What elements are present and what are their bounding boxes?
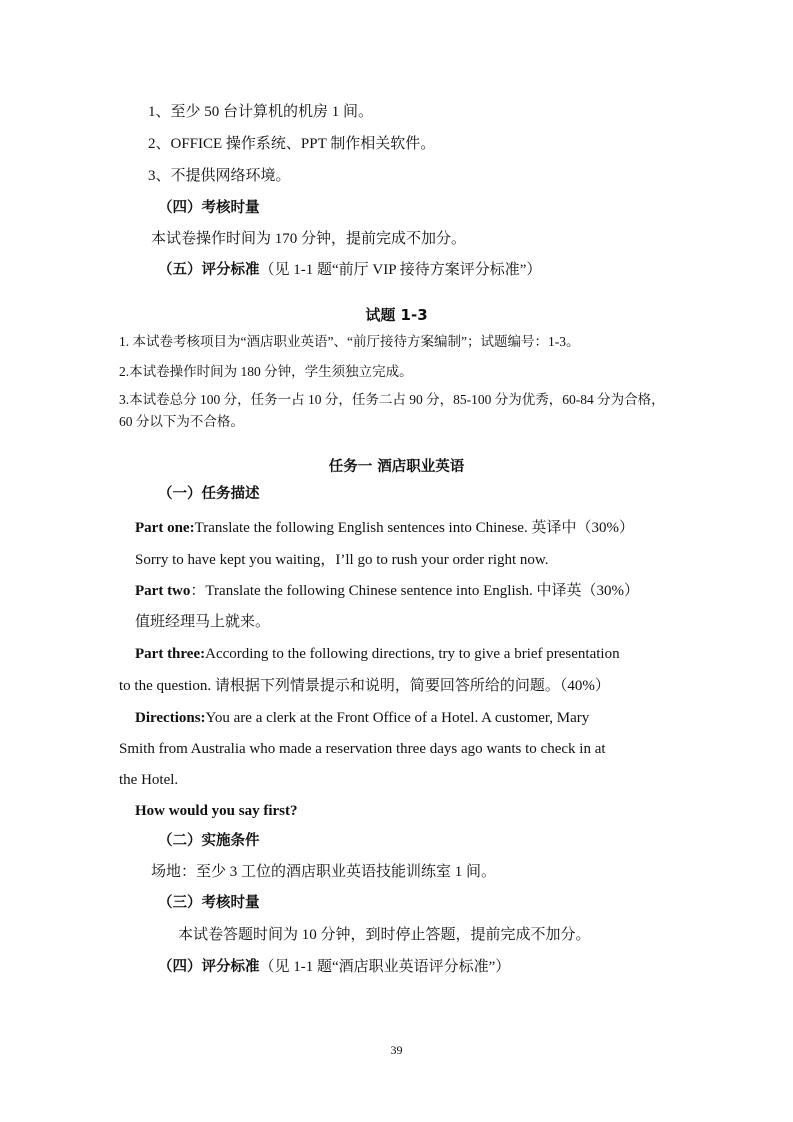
page-number: 39 [390, 1043, 403, 1057]
part-two-cn: 中译英（30%） [532, 583, 639, 599]
task-description-heading: （一）任务描述 [158, 486, 260, 502]
directions-label: Directions: [135, 710, 206, 726]
part-three-instruction: According to the following directions, try to give a brief presentation [205, 646, 620, 662]
section-scoring-note: （见 1-1 题“前厅 VIP 接待方案评分标准”） [259, 262, 542, 278]
exam-instruction-3b: 60 分以下为不合格。 [119, 414, 244, 429]
section-heading-scoring: （五）评分标准 [158, 262, 260, 278]
part-three-label: Part three: [135, 646, 206, 662]
part-two-label: Part two [135, 583, 191, 599]
conditions-heading: （二）实施条件 [158, 833, 260, 849]
part-one-instruction: Translate the following English sentences into Chinese. [194, 520, 528, 536]
part-three-continuation: to the question. [119, 678, 215, 694]
time-heading: （三）考核时量 [158, 895, 260, 911]
directions-text: You are a clerk at the Front Office of a Hotel. A customer, Mary [205, 710, 590, 726]
list-item-3: 3、不提供网络环境。 [148, 168, 291, 184]
exam-title: 试题 1-3 [365, 306, 428, 324]
task-title: 任务一 酒店职业英语 [328, 459, 465, 475]
list-item-2: 2、OFFICE 操作系统、PPT 制作相关软件。 [148, 136, 436, 152]
part-three-line [135, 644, 620, 664]
exam-instruction-2: 2.本试卷操作时间为 180 分钟，学生须独立完成。 [119, 364, 413, 379]
directions-line [135, 708, 589, 728]
part-one-sentence: Sorry to have kept you waiting，I’ll go to rush your order right now. [135, 552, 549, 568]
scoring-heading: （四）评分标准 [158, 959, 260, 975]
part-three-cn: 请根据下列情景提示和说明，简要回答所给的问题。（40%） [214, 678, 610, 694]
part-one-cn: 英译中（30%） [527, 520, 634, 536]
part-two-sentence: 值班经理马上就来。 [135, 614, 271, 630]
directions-line-3: the Hotel. [119, 772, 179, 788]
part-one-line [135, 518, 634, 538]
section-text-time: 本试卷操作时间为 170 分钟，提前完成不加分。 [151, 231, 467, 247]
section-heading-time: （四）考核时量 [158, 200, 260, 216]
time-text: 本试卷答题时间为 10 分钟，到时停止答题，提前完成不加分。 [178, 927, 591, 943]
scoring-line [158, 957, 510, 977]
part-two-line [135, 581, 639, 601]
question: How would you say first? [135, 803, 298, 819]
part-one-label: Part one: [135, 520, 195, 536]
section-scoring-line [158, 260, 541, 280]
list-item-1: 1、至少 50 台计算机的机房 1 间。 [148, 104, 374, 120]
scoring-note: （见 1-1 题“酒店职业英语评分标准”） [259, 959, 511, 975]
part-two-instruction: ：Translate the following Chinese sentence into English. [190, 583, 533, 599]
conditions-text: 场地：至少 3 工位的酒店职业英语技能训练室 1 间。 [151, 864, 497, 880]
part-three-line-2 [119, 676, 610, 696]
directions-line-2: Smith from Australia who made a reservation three days ago wants to check in at [119, 741, 606, 757]
exam-instruction-1: 1. 本试卷考核项目为“酒店职业英语”、“前厅接待方案编制”；试题编号：1-3。 [119, 334, 580, 349]
exam-instruction-3a: 3.本试卷总分 100 分，任务一占 10 分，任务二占 90 分，85-100 分为优秀，60-84 分为合格， [119, 392, 665, 407]
